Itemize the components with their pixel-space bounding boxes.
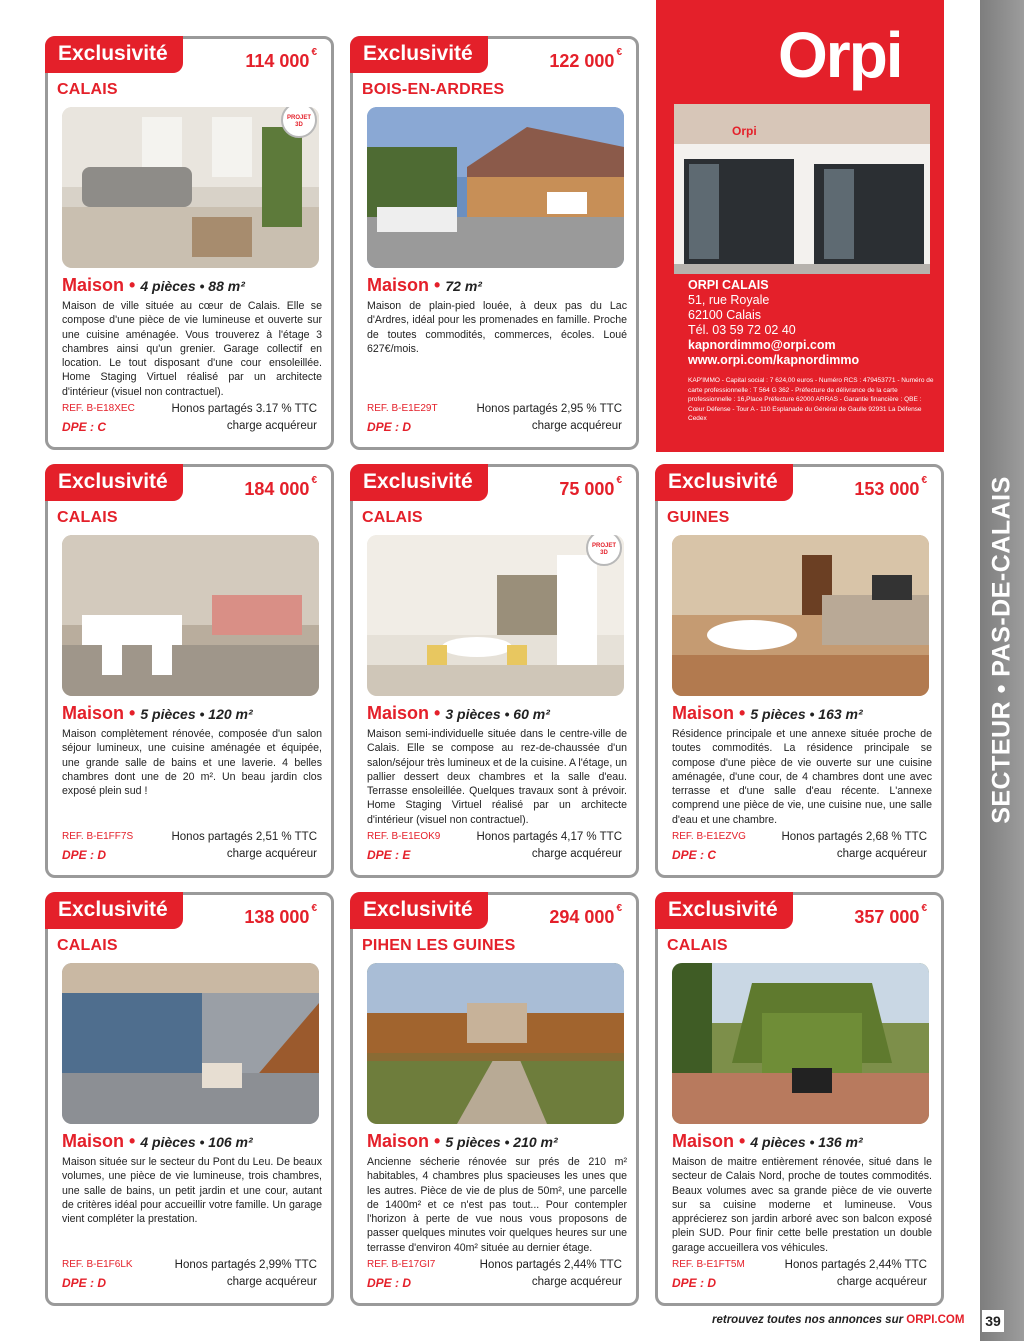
exclusivity-tag: Exclusivité — [45, 464, 183, 501]
listing-card[interactable] — [655, 464, 944, 878]
reference: REF. B-E18XEC — [62, 403, 135, 414]
fees: Honos partagés 3.17 % TTC — [171, 403, 317, 415]
price: 138 000 € — [244, 903, 317, 927]
listing-card[interactable] — [350, 464, 639, 878]
description: Résidence principale et une annexe située proche de toutes commodités. La résidence principale se compose d'une pièce de vie ouverte sur une cuisine aménagée, d'une cour, de 4 chambres dont une avec terrasse et d'une salle d'eau récente. L'annexe comprend une pièce de vie, une cuisine nue, une salle d'eau et une chambre. — [672, 728, 932, 826]
reference: REF. B-E1E29T — [367, 403, 438, 414]
energy-rating: DPE : D — [367, 420, 412, 434]
energy-rating: DPE : D — [367, 1276, 412, 1290]
energy-rating: DPE : C — [672, 848, 717, 862]
city: CALAIS — [57, 937, 118, 954]
property-photo[interactable] — [367, 535, 624, 696]
storefront-sign: Orpi — [732, 124, 757, 138]
reference: REF. B-E1EOK9 — [367, 831, 441, 842]
property-type: Maison • 5 pièces • 210 m² — [367, 1131, 558, 1151]
property-type: Maison • 5 pièces • 120 m² — [62, 703, 253, 723]
energy-rating: DPE : E — [367, 848, 411, 862]
property-type: Maison • 5 pièces • 163 m² — [672, 703, 863, 723]
description: Maison complètement rénovée, composée d'un salon séjour lumineux, une cuisine aménagée et équipée, une grande salle de bains et une laverie. 4 belles chambres dont une de 20 m². Un beau jardin clos exposé plein sud ! — [62, 728, 322, 798]
agency-contact — [688, 278, 859, 368]
reference: REF. B-E17GI7 — [367, 1259, 436, 1270]
price: 75 000 € — [559, 475, 622, 499]
fees-note: charge acquéreur — [226, 1276, 317, 1288]
energy-rating: DPE : C — [62, 420, 107, 434]
agency-city: 62100 Calais — [688, 308, 761, 322]
fees-note: charge acquéreur — [836, 1276, 927, 1288]
agency-address: 51, rue Royale — [688, 293, 770, 307]
energy-rating: DPE : D — [672, 1276, 717, 1290]
reference: REF. B-E1FF7S — [62, 831, 134, 842]
agency-legal: KAP'IMMO - Capital social : 7 624,00 euros - Numéro RCS : 479453771 - Numéro de carte professionnelle : T 564 G 362 - Préfecture de délivrance de la carte professionnelle : 16,Place Préfecture 62000 ARRAS - Garantie financière : QBE : Cœur Défense - Tour A - 110 Esplanade du Général de Gaulle 92931 La Défense Cedex — [688, 377, 934, 422]
fees-note: charge acquéreur — [531, 1276, 622, 1288]
price: 114 000 € — [245, 47, 317, 71]
description: Maison de ville située au cœur de Calais. Elle se compose d'une pièce de vie lumineuse et ouverte sur une cuisine aménagée. Vous trouverez à l'étage 3 chambres ainsi qu'un grenier. Garage collectif en location. Le tout disposant d'une cour ensoleillée. Home Staging Virtuel réalisé par un architecte d'intérieur (visuel non contractuel). — [62, 300, 322, 398]
storefront-photo — [674, 104, 930, 274]
fees: Honos partagés 2,44% TTC — [784, 1259, 927, 1271]
city: CALAIS — [362, 509, 423, 526]
property-photo[interactable] — [62, 107, 319, 268]
property-type: Maison • 72 m² — [367, 275, 482, 295]
description: Maison semi-individuelle située dans le centre-ville de Calais. Elle se compose au rez-de-chaussée d'un salon/séjour très lumineux et de la cuisine. A l'étage, un pallier dessert deux chambres et la salle d'eau. Terrasse ensoleillée. Quelques travaux sont à prévoir. Home Staging Virtuel réalisé par un architecte d'intérieur (visuel non contractuel). — [367, 728, 627, 826]
property-photo[interactable] — [62, 535, 319, 696]
property-photo[interactable] — [672, 963, 929, 1124]
fees: Honos partagés 2,95 % TTC — [476, 403, 622, 415]
property-photo[interactable] — [367, 963, 624, 1124]
property-type: Maison • 4 pièces • 106 m² — [62, 1131, 253, 1151]
description: Maison de plain-pied louée, à deux pas du Lac d'Ardres, idéal pour les promenades en famille. Proche de toutes commodités, commerces, écoles. Loué 627€/mois. — [367, 300, 627, 355]
listing-card[interactable] — [655, 892, 944, 1306]
exclusivity-tag: Exclusivité — [655, 464, 793, 501]
listing-card[interactable] — [350, 892, 639, 1306]
orpi-logo: Orpi — [778, 19, 902, 91]
property-photo[interactable] — [672, 535, 929, 696]
agency-phone: Tél. 03 59 72 02 40 — [688, 323, 796, 337]
listing-card[interactable] — [45, 892, 334, 1306]
property-photo[interactable] — [62, 963, 319, 1124]
energy-rating: DPE : D — [62, 1276, 107, 1290]
project-3d-badge: PROJET 3D — [586, 535, 622, 566]
property-photo[interactable] — [367, 107, 624, 268]
project-3d-badge: PROJET 3D — [281, 107, 317, 138]
footer-site-link[interactable]: ORPI.COM — [906, 1314, 965, 1326]
description: Maison de maitre entièrement rénovée, situé dans le secteur de Calais Nord, proche de toutes commodités. Beaux volumes avec sa grande pièce de vie ouverte sur sa cuisine moderne et lumineuse. Vous apprécierez son jardin arboré avec son balcon exposé plein SUD. Pour finir cette belle prestation un double garage accueillera vos véhicules. — [672, 1156, 932, 1254]
city: BOIS-EN-ARDRES — [362, 81, 505, 98]
reference: REF. B-E1F6LK — [62, 1259, 133, 1270]
price: 122 000 € — [549, 47, 622, 71]
property-type: Maison • 4 pièces • 88 m² — [62, 275, 245, 295]
price: 184 000 € — [244, 475, 317, 499]
agency-email[interactable]: kapnordimmo@orpi.com — [688, 338, 836, 352]
exclusivity-tag: Exclusivité — [350, 464, 488, 501]
energy-rating: DPE : D — [62, 848, 107, 862]
fees: Honos partagés 2,44% TTC — [479, 1259, 622, 1271]
property-type: Maison • 3 pièces • 60 m² — [367, 703, 550, 723]
property-type: Maison • 4 pièces • 136 m² — [672, 1131, 863, 1151]
fees: Honos partagés 2,51 % TTC — [171, 831, 317, 843]
price: 357 000 € — [854, 903, 927, 927]
price: 153 000 € — [854, 475, 927, 499]
exclusivity-tag: Exclusivité — [655, 892, 793, 929]
description: Ancienne sécherie rénovée sur prés de 210 m² habitables, 4 chambres plus spacieuses les unes que les autres. Pièce de vie de plus de 50m², une parcelle de 1400m² et ce n'est pas tout... Pour contempler l'horizon à perte de vue nous vous proposons de passer quelques minutes voir quelques heures sur une terrasse d'environ 40m² située au dernier étage. — [367, 1156, 627, 1254]
fees-note: charge acquéreur — [836, 848, 927, 860]
fees: Honos partagés 4,17 % TTC — [476, 831, 622, 843]
city: CALAIS — [57, 509, 118, 526]
fees: Honos partagés 2,68 % TTC — [781, 831, 927, 843]
fees-note: charge acquéreur — [531, 848, 622, 860]
city: GUINES — [667, 509, 730, 526]
exclusivity-tag: Exclusivité — [350, 892, 488, 929]
city: CALAIS — [57, 81, 118, 98]
fees-note: charge acquéreur — [226, 848, 317, 860]
agency-website[interactable]: www.orpi.com/kapnordimmo — [688, 353, 860, 367]
footer — [712, 1314, 964, 1326]
exclusivity-tag: Exclusivité — [45, 892, 183, 929]
fees-note: charge acquéreur — [531, 420, 622, 432]
price: 294 000 € — [549, 903, 622, 927]
listing-card[interactable] — [45, 36, 334, 450]
listing-card[interactable] — [350, 36, 639, 450]
exclusivity-tag: Exclusivité — [350, 36, 488, 73]
city: CALAIS — [667, 937, 728, 954]
fees-note: charge acquéreur — [226, 420, 317, 432]
reference: REF. B-E1FT5M — [672, 1259, 745, 1270]
footer-text: retrouvez toutes nos annonces sur — [712, 1314, 904, 1326]
agency-name: ORPI CALAIS — [688, 278, 769, 292]
page-number: 39 — [982, 1310, 1004, 1332]
fees: Honos partagés 2,99% TTC — [174, 1259, 317, 1271]
exclusivity-tag: Exclusivité — [45, 36, 183, 73]
listing-card[interactable] — [45, 464, 334, 878]
reference: REF. B-E1EZVG — [672, 831, 746, 842]
sector-label: SECTEUR • PAS-DE-CALAIS — [987, 476, 1016, 824]
city: PIHEN LES GUINES — [362, 937, 516, 954]
agency-panel — [656, 0, 944, 452]
description: Maison située sur le secteur du Pont du Leu. De beaux volumes, une pièce de vie lumineuse, trois chambres, une salle de bains, un petit jardin et une cour, autant de critères idéal pour accueillir votre famille. Un garage vient compléter la prestation. — [62, 1156, 322, 1226]
